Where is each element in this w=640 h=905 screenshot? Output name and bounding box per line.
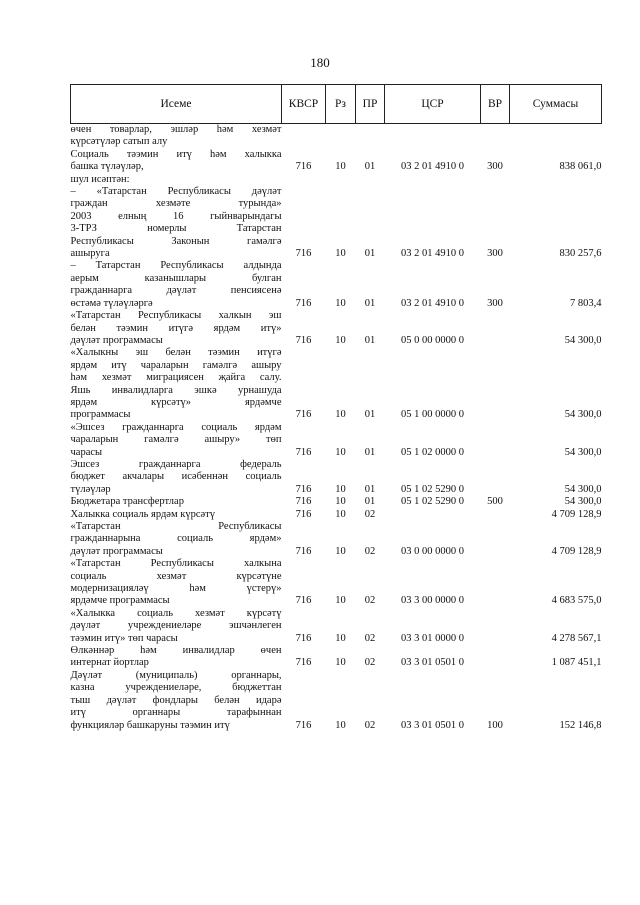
row-name-line: 3-ТРЗ номерлы Татарстан bbox=[70, 223, 282, 235]
row-name-line: чарасы bbox=[70, 446, 103, 458]
row-kvsr: 716 bbox=[295, 719, 312, 731]
row-name-line: һәм хезмәт миграциясен җайга салу. bbox=[70, 372, 282, 384]
row-sum: 4 278 567,1 bbox=[551, 632, 602, 644]
row-sum: 54 300,0 bbox=[564, 334, 602, 346]
row-vr bbox=[481, 310, 510, 347]
table-row bbox=[71, 459, 602, 496]
row-pr: 02 bbox=[364, 632, 376, 644]
table-row bbox=[71, 608, 602, 645]
row-csr: 03 3 01 0000 0 bbox=[401, 632, 464, 644]
row-kvsr bbox=[282, 124, 326, 149]
row-rz: 10 bbox=[335, 297, 346, 309]
row-name-line: Өлкәннәр һәм инвалидлар өчен bbox=[70, 645, 282, 657]
column-header-rz: Рз bbox=[326, 85, 356, 124]
row-sum: 838 061,0 bbox=[559, 161, 602, 173]
table-row bbox=[71, 260, 602, 310]
row-sum: 152 146,8 bbox=[559, 719, 602, 731]
row-name bbox=[71, 645, 282, 670]
row-vr bbox=[481, 124, 510, 149]
row-sum: 830 257,6 bbox=[559, 248, 602, 260]
row-sum: 4 683 575,0 bbox=[551, 595, 602, 607]
row-name-line: түләүләр bbox=[70, 483, 111, 495]
row-name bbox=[71, 260, 282, 310]
table-row bbox=[71, 149, 602, 174]
row-name-line: «Татарстан Республикасы bbox=[70, 521, 282, 532]
row-rz: 10 bbox=[335, 483, 346, 495]
row-name bbox=[71, 608, 282, 645]
row-sum: 1 087 451,1 bbox=[551, 657, 602, 669]
row-kvsr: 716 bbox=[295, 483, 312, 495]
row-name bbox=[71, 521, 282, 558]
row-name-line: Бюджетара трансфертлар bbox=[70, 496, 184, 508]
row-vr bbox=[481, 174, 510, 186]
row-name bbox=[71, 174, 282, 186]
row-rz: 10 bbox=[335, 545, 346, 557]
row-name-line: интернат йортлар bbox=[70, 657, 149, 669]
row-vr bbox=[481, 645, 510, 670]
column-header-csr: ЦСР bbox=[385, 85, 481, 124]
row-name-line: шул исәптән: bbox=[70, 173, 130, 185]
row-csr: 03 0 00 0000 0 bbox=[401, 545, 464, 557]
row-name-line: 2003 елның 16 гыйнварындагы bbox=[70, 210, 282, 222]
row-vr: 300 bbox=[487, 248, 503, 260]
row-rz: 10 bbox=[335, 496, 346, 508]
row-name-line: дәүләт программасы bbox=[70, 334, 163, 346]
row-kvsr: 716 bbox=[295, 545, 312, 557]
row-name-line: социаль хезмәт күрсәтүне bbox=[70, 570, 282, 582]
row-name-line: дәүләт программасы bbox=[70, 545, 163, 557]
row-name bbox=[71, 509, 282, 521]
row-name bbox=[71, 558, 282, 608]
row-kvsr: 716 bbox=[295, 248, 312, 260]
row-name-line: ашыруга bbox=[70, 248, 110, 260]
row-vr bbox=[481, 608, 510, 645]
row-csr: 03 2 01 4910 0 bbox=[401, 297, 464, 309]
column-header-pr: ПР bbox=[356, 85, 385, 124]
row-rz: 10 bbox=[335, 719, 346, 731]
row-csr: 05 1 02 0000 0 bbox=[401, 446, 464, 458]
row-name-line: гражданнарына социаль ярдәм» bbox=[70, 533, 282, 545]
row-pr: 01 bbox=[364, 483, 376, 495]
row-rz: 10 bbox=[335, 632, 346, 644]
row-pr: 01 bbox=[364, 161, 376, 173]
row-name-line: функцияләр башкаруны тәэмин итү bbox=[70, 719, 230, 731]
row-name-line: «Халыкка социаль хезмәт күрсәтү bbox=[70, 607, 282, 619]
row-vr: 300 bbox=[487, 297, 503, 309]
row-name-line: бюджет акчалары исәбеннән социаль bbox=[70, 471, 282, 483]
row-name-line: итү органнары тарафыннан bbox=[70, 707, 282, 719]
row-vr: 300 bbox=[487, 161, 503, 173]
row-vr bbox=[481, 422, 510, 459]
row-kvsr: 716 bbox=[295, 595, 312, 607]
row-sum: 54 300,0 bbox=[564, 483, 602, 495]
row-kvsr: 716 bbox=[295, 657, 312, 669]
row-name bbox=[71, 422, 282, 459]
row-csr: 03 2 01 4910 0 bbox=[401, 248, 464, 260]
row-csr bbox=[385, 124, 481, 149]
row-name-line: «Татарстан Республикасы халкын эш bbox=[70, 310, 282, 322]
table-row bbox=[71, 422, 602, 459]
row-csr: 03 3 01 0501 0 bbox=[401, 719, 464, 731]
column-header-kvsr: КВСР bbox=[282, 85, 326, 124]
row-name bbox=[71, 459, 282, 496]
row-name-line: өчен товарлар, эшләр һәм хезмәт bbox=[70, 124, 282, 135]
row-pr: 02 bbox=[364, 719, 376, 731]
row-csr: 05 0 00 0000 0 bbox=[401, 334, 464, 346]
row-vr bbox=[481, 509, 510, 521]
table-row bbox=[71, 509, 602, 521]
table-row bbox=[71, 558, 602, 608]
row-csr: 05 1 02 5290 0 bbox=[401, 496, 464, 508]
table-row bbox=[71, 347, 602, 421]
row-pr: 02 bbox=[364, 545, 376, 557]
row-pr: 02 bbox=[364, 657, 376, 669]
budget-table bbox=[70, 84, 602, 732]
row-name-line: чараларын гамәлгә ашыру» төп bbox=[70, 434, 282, 446]
row-name-line: Республикасы Законын гамәлгә bbox=[70, 235, 282, 247]
row-pr: 01 bbox=[364, 297, 376, 309]
row-pr: 01 bbox=[364, 446, 376, 458]
row-vr bbox=[481, 347, 510, 421]
row-vr bbox=[481, 558, 510, 608]
row-vr bbox=[481, 521, 510, 558]
row-pr: 01 bbox=[364, 248, 376, 260]
table-body bbox=[71, 124, 602, 732]
row-name-line: тәэмин итү» төп чарасы bbox=[70, 632, 178, 644]
row-csr bbox=[385, 509, 481, 521]
row-sum: 54 300,0 bbox=[564, 496, 602, 508]
row-sum: 7 803,4 bbox=[570, 297, 602, 309]
row-sum: 4 709 128,9 bbox=[551, 508, 602, 520]
row-rz: 10 bbox=[335, 595, 346, 607]
row-pr: 02 bbox=[364, 595, 376, 607]
row-rz: 10 bbox=[335, 409, 346, 421]
row-kvsr: 716 bbox=[295, 632, 312, 644]
table-row bbox=[71, 310, 602, 347]
table-row bbox=[71, 124, 602, 149]
row-name bbox=[71, 496, 282, 508]
row-name-line: «Халыкны эш белән тәэмин итүгә bbox=[70, 347, 282, 359]
page-number: 180 bbox=[310, 55, 330, 70]
table-header-row bbox=[71, 85, 602, 124]
row-csr: 03 3 01 0501 0 bbox=[401, 657, 464, 669]
row-pr: 01 bbox=[364, 496, 376, 508]
row-name-line: Яшь инвалидларга эшкә урнашуда bbox=[70, 384, 282, 396]
row-name bbox=[71, 310, 282, 347]
row-name-line: программасы bbox=[70, 409, 131, 421]
row-kvsr: 716 bbox=[295, 161, 312, 173]
row-name bbox=[71, 186, 282, 260]
row-name-line: ярдәм күрсәтү» ярдәмче bbox=[70, 396, 282, 408]
row-csr: 05 1 00 0000 0 bbox=[401, 409, 464, 421]
row-name-line: – Татарстан Республикасы алдында bbox=[70, 260, 282, 272]
row-name-line: «Татарстан Республикасы халкына bbox=[70, 558, 282, 570]
row-rz: 10 bbox=[335, 446, 346, 458]
row-name-line: – «Татарстан Республикасы дәүләт bbox=[70, 186, 282, 198]
row-csr bbox=[385, 174, 481, 186]
row-name-line: тыш дәүләт фондлары белән идарә bbox=[70, 694, 282, 706]
row-sum bbox=[510, 174, 602, 186]
row-name-line: белән тәэмин итүгә ярдәм итү» bbox=[70, 322, 282, 334]
table-row bbox=[71, 496, 602, 508]
row-rz bbox=[326, 174, 356, 186]
row-pr: 01 bbox=[364, 334, 376, 346]
row-sum: 54 300,0 bbox=[564, 409, 602, 421]
table-row bbox=[71, 186, 602, 260]
table-row bbox=[71, 645, 602, 670]
row-name-line: Социаль тәэмин итү һәм халыкка bbox=[70, 148, 282, 160]
row-csr: 03 2 01 4910 0 bbox=[401, 161, 464, 173]
row-sum: 4 709 128,9 bbox=[551, 545, 602, 557]
column-header-vr: ВР bbox=[481, 85, 510, 124]
row-name-line: ярдәмче программасы bbox=[70, 595, 170, 607]
table-row bbox=[71, 521, 602, 558]
row-name-line: Дәүләт (муниципаль) органнары, bbox=[70, 669, 282, 681]
row-vr: 500 bbox=[487, 496, 503, 508]
row-name-line: ярдәм итү чараларын гамәлгә ашыру bbox=[70, 359, 282, 371]
row-rz: 10 bbox=[335, 657, 346, 669]
row-name-line: Эшсез гражданнарга федераль bbox=[70, 458, 282, 470]
row-name-line: модернизацияләү һәм үстерү» bbox=[70, 583, 282, 595]
row-name-line: башка түләүләр, bbox=[70, 161, 144, 173]
row-csr: 05 1 02 5290 0 bbox=[401, 483, 464, 495]
row-rz bbox=[326, 124, 356, 149]
column-header-name: Исеме bbox=[71, 85, 282, 124]
row-name-line: «Эшсез гражданнарга социаль ярдәм bbox=[70, 421, 282, 433]
row-name bbox=[71, 124, 282, 149]
row-name-line: гражданнарга дәүләт пенсиясенә bbox=[70, 285, 282, 297]
row-name-line: граждан хезмәте турында» bbox=[70, 198, 282, 210]
row-name-line: күрсәтүләр сатып алу bbox=[70, 136, 168, 148]
row-rz: 10 bbox=[335, 248, 346, 260]
row-vr bbox=[481, 459, 510, 496]
row-name-line: аерым казанышлары булган bbox=[70, 272, 282, 284]
row-sum bbox=[510, 124, 602, 149]
row-name bbox=[71, 670, 282, 732]
row-name-line: Халыкка социаль ярдәм күрсәтү bbox=[70, 508, 215, 520]
row-pr: 01 bbox=[364, 409, 376, 421]
row-name-line: казна учреждениеләре, бюджеттан bbox=[70, 682, 282, 694]
row-sum: 54 300,0 bbox=[564, 446, 602, 458]
row-name-line: дәүләт учреждениеләре эшчәнлеген bbox=[70, 620, 282, 632]
row-csr: 03 3 00 0000 0 bbox=[401, 595, 464, 607]
row-name bbox=[71, 347, 282, 421]
row-name bbox=[71, 149, 282, 174]
row-kvsr: 716 bbox=[295, 446, 312, 458]
row-kvsr: 716 bbox=[295, 297, 312, 309]
row-kvsr: 716 bbox=[295, 409, 312, 421]
row-kvsr bbox=[282, 174, 326, 186]
row-kvsr: 716 bbox=[295, 334, 312, 346]
column-header-sum: Суммасы bbox=[510, 85, 602, 124]
row-rz: 10 bbox=[335, 161, 346, 173]
row-name-line: өстәмә түләүләргә bbox=[70, 297, 153, 309]
table-row bbox=[71, 670, 602, 732]
row-kvsr: 716 bbox=[295, 508, 312, 520]
row-pr: 02 bbox=[364, 508, 376, 520]
row-rz: 10 bbox=[335, 508, 346, 520]
row-pr bbox=[356, 124, 385, 149]
row-rz: 10 bbox=[335, 334, 346, 346]
row-pr bbox=[356, 174, 385, 186]
table-row bbox=[71, 174, 602, 186]
row-kvsr: 716 bbox=[295, 496, 312, 508]
row-vr: 100 bbox=[487, 719, 503, 731]
